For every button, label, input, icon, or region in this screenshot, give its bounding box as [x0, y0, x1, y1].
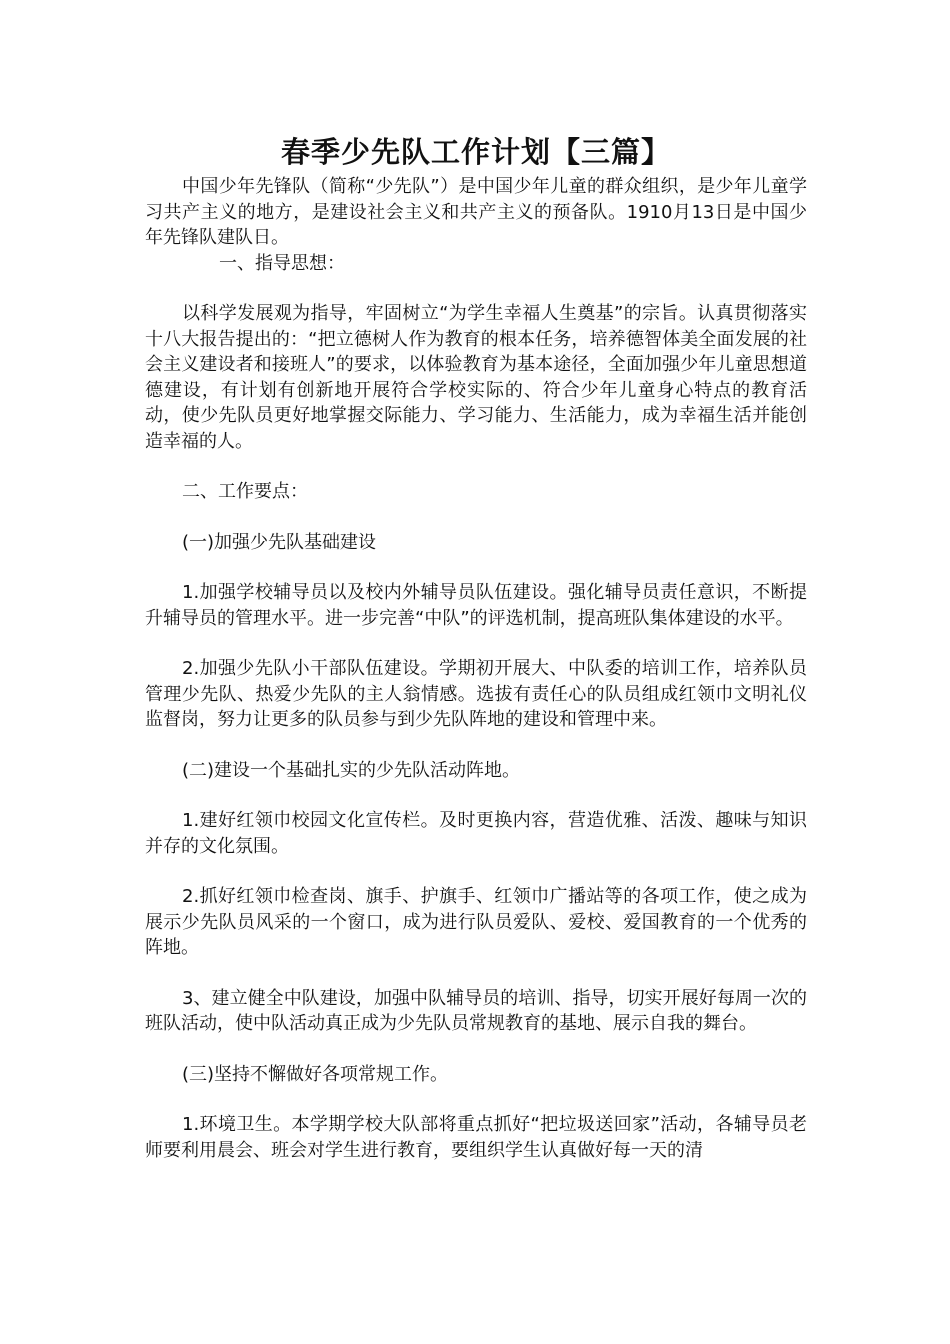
item-paragraph: 3、建立健全中队建设，加强中队辅导员的培训、指导，切实开展好每周一次的班队活动，使中队活动真正成为少先队员常规教育的基地、展示自我的舞台。	[145, 987, 807, 1034]
item-paragraph: 1.环境卫生。本学期学校大队部将重点抓好“把垃圾送回家”活动，各辅导员老师要利用晨会、班会对学生进行教育，要组织学生认真做好每一天的清	[145, 1114, 807, 1161]
spacer	[145, 961, 807, 986]
spacer	[145, 733, 807, 758]
subheading-activity-base: (二)建设一个基础扎实的少先队活动阵地。	[182, 759, 521, 781]
item-paragraph: 2.加强少先队小干部队伍建设。学期初开展大、中队委的培训工作，培养队员管理少先队、热爱少先队的主人翁情感。选拔有责任心的队员组成红领巾文明礼仪监督岗，努力让更多的队员参与到少先队阵地的建设和管理中来。	[145, 658, 807, 730]
spacer	[145, 859, 807, 884]
subheading-routine-work: (三)坚持不懈做好各项常规工作。	[182, 1063, 449, 1085]
spacer	[145, 1037, 807, 1062]
spacer	[145, 454, 807, 479]
spacer	[145, 783, 807, 808]
spacer	[145, 505, 807, 530]
item-paragraph: 1.建好红领巾校园文化宣传栏。及时更换内容，营造优雅、活泼、趣味与知识并存的文化氛围。	[145, 810, 807, 857]
subheading-foundation: (一)加强少先队基础建设	[182, 531, 377, 553]
intro-paragraph: 中国少年先锋队（简称“少先队”）是中国少年儿童的群众组织，是少年儿童学习共产主义的地方，是建设社会主义和共产主义的预备队。1910月13日是中国少年先锋队建队日。	[145, 176, 807, 248]
guiding-paragraph: 以科学发展观为指导，牢固树立“为学生幸福人生奠基”的宗旨。认真贯彻落实十八大报告提出的：“把立德树人作为教育的根本任务，培养德智体美全面发展的社会主义建设者和接班人”的要求，以体验教育为基本途径，全面加强少年儿童思想道德建设，有计划有创新地开展符合学校实际的、符合少年儿童身心特点的教育活动，使少先队员更好地掌握交际能力、学习能力、生活能力，成为幸福生活并能创造幸福的人。	[145, 303, 807, 452]
spacer	[145, 1087, 807, 1112]
section-heading-key-points: 二、工作要点：	[182, 481, 308, 502]
item-paragraph: 2.抓好红领巾检查岗、旗手、护旗手、红领巾广播站等的各项工作，使之成为展示少先队员风采的一个窗口，成为进行队员爱队、爱校、爱国教育的一个优秀的阵地。	[145, 886, 807, 958]
spacer	[145, 631, 807, 656]
document-title: 春季少先队工作计划【三篇】	[280, 135, 671, 169]
section-heading-guiding: 一、指导思想：	[219, 252, 345, 274]
item-paragraph: 1.加强学校辅导员以及校内外辅导员队伍建设。强化辅导员责任意识，不断提升辅导员的管理水平。进一步完善“中队”的评选机制，提高班队集体建设的水平。	[145, 582, 807, 629]
document-page	[145, 132, 807, 1163]
spacer	[145, 276, 807, 301]
spacer	[145, 555, 807, 580]
